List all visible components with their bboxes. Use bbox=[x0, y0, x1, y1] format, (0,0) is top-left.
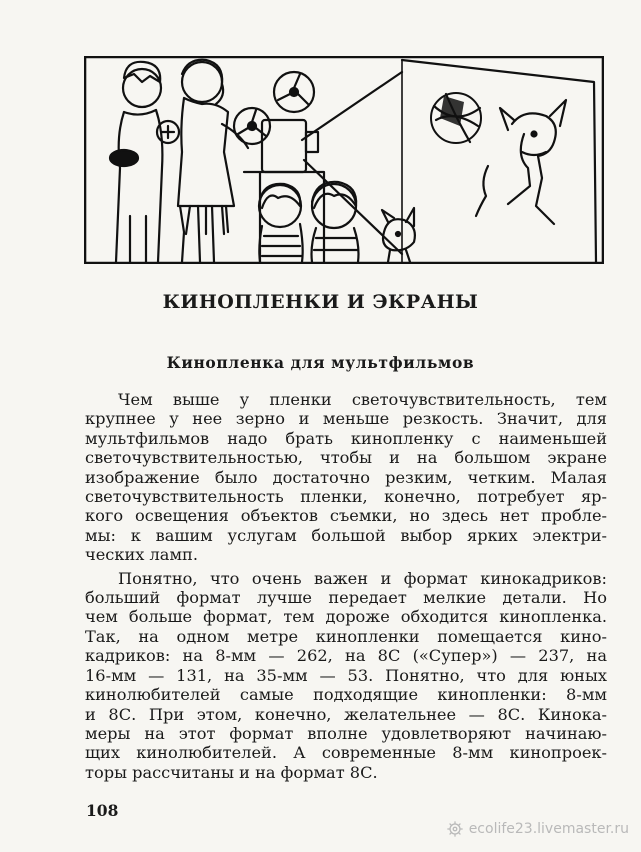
text-line: мультфильмов надо брать кинопленку с наименьшей bbox=[85, 428, 607, 448]
text-line: Так, на одном метре кинопленки помещается кино- bbox=[85, 626, 607, 646]
text-line: кого освещения объектов съемки, но здесь нет пробле- bbox=[85, 506, 607, 526]
text-line: торы рассчитаны и на формат 8С. bbox=[85, 762, 378, 782]
text-line: мы: к вашим услугам большой выбор ярких электри- bbox=[85, 525, 607, 545]
body-text bbox=[85, 390, 607, 782]
text-line: кадриков: на 8-мм — 262, на 8С («Супер») — 237, на bbox=[85, 646, 607, 666]
text-line: светочувствительностью, чтобы и на большом экране bbox=[85, 448, 607, 468]
text-line: Чем выше у пленки светочувствительность, тем bbox=[118, 390, 607, 409]
text-line: щих кинолюбителей. А современные 8-мм кинопроек- bbox=[85, 743, 607, 763]
paragraph-1 bbox=[85, 390, 607, 565]
illustration-children-film-projector bbox=[84, 56, 604, 264]
section-title: Кинопленка для мультфильмов bbox=[166, 353, 475, 372]
text-line: кинолюбителей самые подходящие кинопленки: 8-мм bbox=[85, 685, 607, 705]
text-line: изображение было достаточно резким, четким. Малая bbox=[85, 467, 607, 487]
text-line: 16-мм — 131, на 35-мм — 53. Понятно, что для юных bbox=[85, 665, 607, 685]
page-number: 108 bbox=[86, 801, 119, 820]
chapter-title: КИНОПЛЕНКИ И ЭКРАНЫ bbox=[162, 291, 479, 313]
text-line: меры на этот формат вполне удовлетворяют начинаю- bbox=[85, 723, 607, 743]
text-line: больший формат лучше передает мелкие детали. Но bbox=[85, 588, 607, 608]
text-line: крупнее у нее зерно и меньше резкость. Значит, для bbox=[85, 409, 607, 429]
watermark-text: ecolife23.livemaster.ru bbox=[468, 821, 629, 837]
text-line: и 8С. При этом, конечно, желательнее — 8С. Кинока- bbox=[85, 704, 607, 724]
paragraph-2 bbox=[85, 569, 607, 782]
text-line: светочувствительность пленки, конечно, потребует яр- bbox=[85, 487, 607, 507]
text-line: чем больше формат, тем дороже обходится кинопленка. bbox=[85, 607, 607, 627]
gear-logo-icon bbox=[446, 820, 464, 838]
watermark bbox=[446, 820, 629, 838]
text-line: ческих ламп. bbox=[85, 545, 198, 565]
text-line: Понятно, что очень важен и формат кинокадриков: bbox=[118, 568, 607, 588]
